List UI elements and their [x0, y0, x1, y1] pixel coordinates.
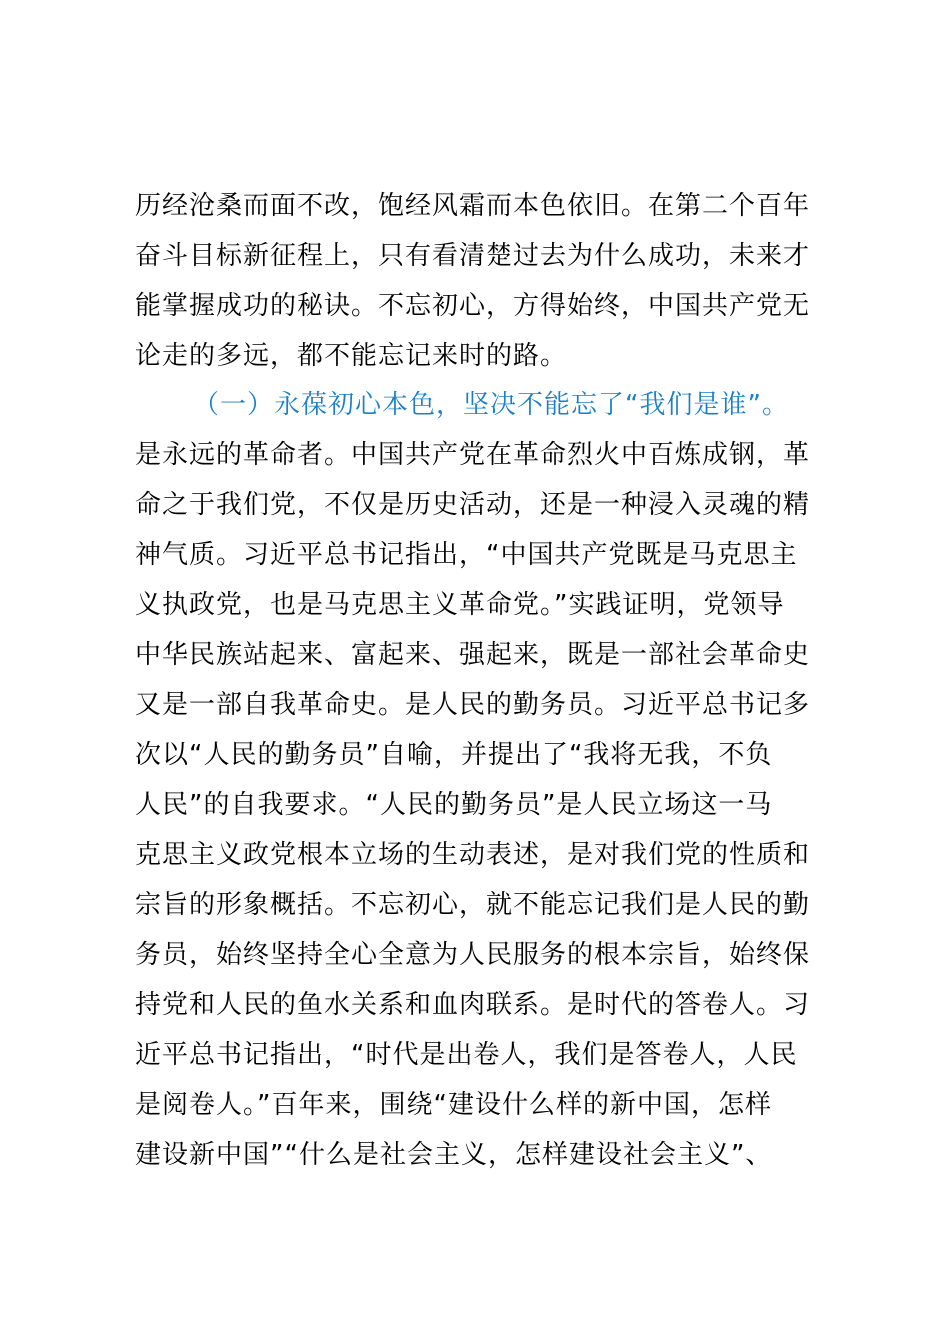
paragraph-line: 又是一部自我革命史。是人民的勤务员。习近平总书记多: [135, 690, 811, 720]
paragraph-line: 是阅卷人。”百年来，围绕“建设什么样的新中国，怎样: [135, 1090, 772, 1120]
paragraph-line: 命之于我们党，不仅是历史活动，还是一种浸入灵魂的精: [135, 490, 811, 520]
paragraph-line: 持党和人民的鱼水关系和血肉联系。是时代的答卷人。习: [135, 990, 811, 1020]
paragraph-line: 中华民族站起来、富起来、强起来，既是一部社会革命史: [135, 640, 811, 670]
section-heading: （一）永葆初心本色，坚决不能忘了“我们是谁”。: [193, 390, 789, 420]
section-one: [135, 380, 835, 1180]
paragraph-line: 义执政党，也是马克思主义革命党。”实践证明，党领导: [135, 590, 785, 620]
paragraph-line: 神气质。习近平总书记指出，“中国共产党既是马克思主: [135, 540, 798, 570]
paragraph-line: 近平总书记指出，“时代是出卷人，我们是答卷人，人民: [135, 1040, 798, 1070]
paragraph-line: 是永远的革命者。中国共产党在革命烈火中百炼成钢，革: [135, 440, 811, 470]
intro-paragraph: [135, 181, 835, 381]
paragraph-line: 能掌握成功的秘诀。不忘初心，方得始终，中国共产党无: [135, 291, 811, 321]
paragraph-line: 论走的多远，都不能忘记来时的路。: [135, 341, 568, 371]
paragraph-line: 宗旨的形象概括。不忘初心，就不能忘记我们是人民的勤: [135, 890, 811, 920]
paragraph-line: 历经沧桑而面不改，饱经风霜而本色依旧。在第二个百年: [135, 191, 811, 221]
paragraph-line: 克思主义政党根本立场的生动表述，是对我们党的性质和: [135, 840, 811, 870]
paragraph-line: 人民”的自我要求。“人民的勤务员”是人民立场这一马: [135, 790, 773, 820]
paragraph-line: 奋斗目标新征程上，只有看清楚过去为什么成功，未来才: [135, 241, 811, 271]
paragraph-line: 务员，始终坚持全心全意为人民服务的根本宗旨，始终保: [135, 940, 811, 970]
paragraph-line: 次以“人民的勤务员”自喻，并提出了“我将无我，不负: [135, 740, 773, 770]
paragraph-line: 建设新中国”“什么是社会主义，怎样建设社会主义”、: [135, 1140, 773, 1170]
